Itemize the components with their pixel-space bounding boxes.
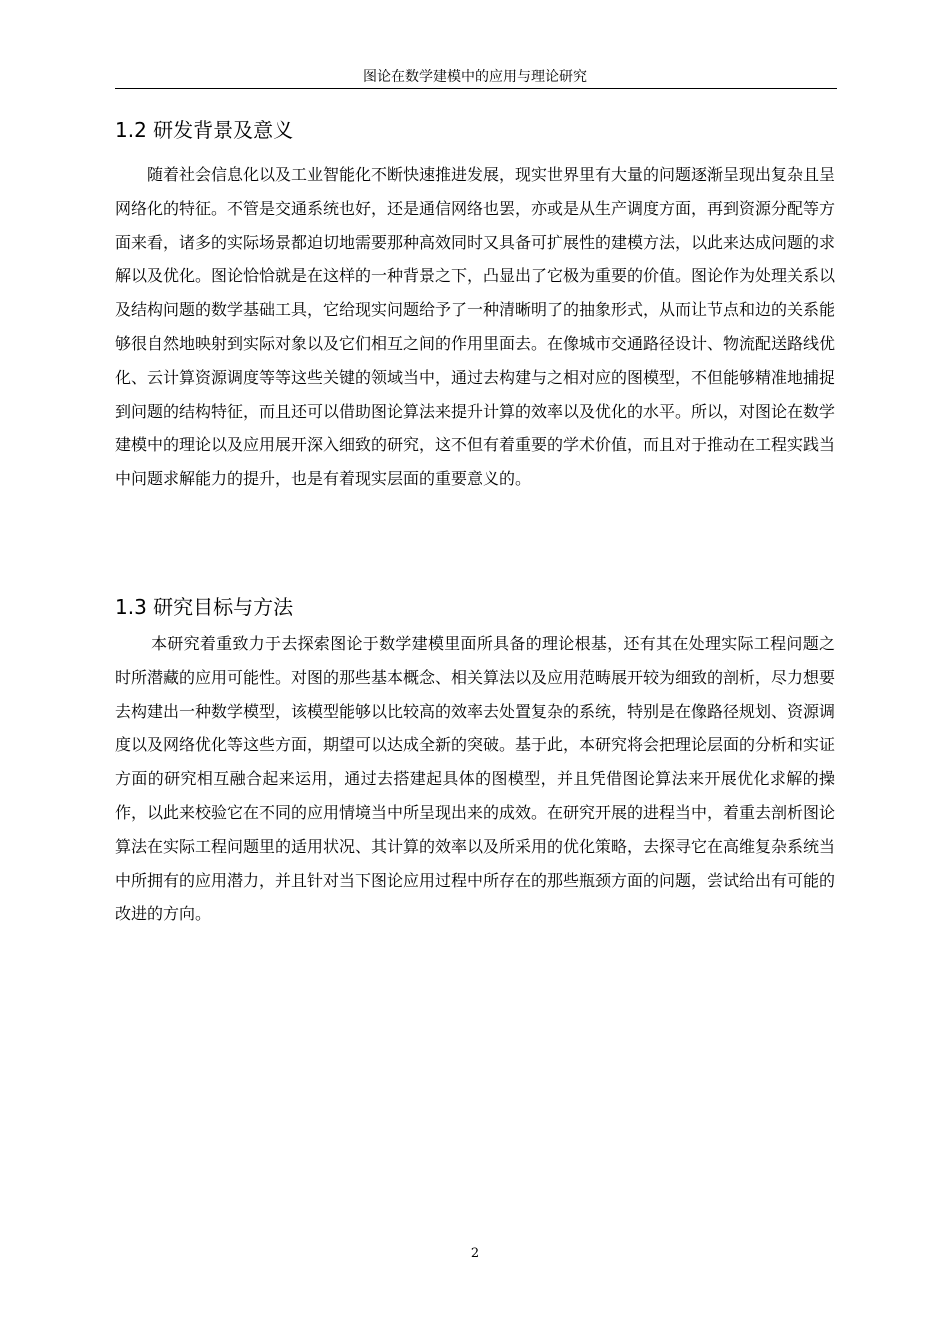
section-1-2-paragraph: 随着社会信息化以及工业智能化不断快速推进发展，现实世界里有大量的问题逐渐呈现出复杂且呈网络化的特征。不管是交通系统也好，还是通信网络也罢，亦或是从生产调度方面，再到资源分配等方面来看，诸多的实际场景都迫切地需要那种高效同时又具备可扩展性的建模方法，以此来达成问题的求解以及优化。图论恰恰就是在这样的一种背景之下，凸显出了它极为重要的价值。图论作为处理关系以及结构问题的数学基础工具，它给现实问题给予了一种清晰明了的抽象形式，从而让节点和边的关系能够很自然地映射到实际对象以及它们相互之间的作用里面去。在像城市交通路径设计、物流配送路线优化、云计算资源调度等等这些关键的领域当中，通过去构建与之相对应的图模型，不但能够精准地捕捉到问题的结构特征，而且还可以借助图论算法来提升计算的效率以及优化的水平。所以，对图论在数学建模中的理论以及应用展开深入细致的研究，这不但有着重要的学术价值，而且对于推动在工程实践当中问题求解能力的提升，也是有着现实层面的重要意义的。 (115, 165, 836, 489)
running-header: 图论在数学建模中的应用与理论研究 (363, 69, 587, 85)
section-heading-1-3: 1.3 研究目标与方法 (115, 595, 294, 619)
page-number: 2 (470, 1246, 480, 1261)
section-heading-1-2: 1.2 研发背景及意义 (115, 118, 294, 142)
section-1-3-paragraph: 本研究着重致力于去探索图论于数学建模里面所具备的理论根基，还有其在处理实际工程问题之时所潜藏的应用可能性。对图的那些基本概念、相关算法以及应用范畴展开较为细致的剖析，尽力想要去构建出一种数学模型，该模型能够以比较高的效率去处置复杂的系统，特别是在像路径规划、资源调度以及网络优化等这些方面，期望可以达成全新的突破。基于此，本研究将会把理论层面的分析和实证方面的研究相互融合起来运用，通过去搭建起具体的图模型，并且凭借图论算法来开展优化求解的操作，以此来校验它在不同的应用情境当中所呈现出来的成效。在研究开展的进程当中，着重去剖析图论算法在实际工程问题里的适用状况、其计算的效率以及所采用的优化策略，去探寻它在高维复杂系统当中所拥有的应用潜力，并且针对当下图论应用过程中所存在的那些瓶颈方面的问题，尝试给出有可能的改进的方向。 (115, 634, 836, 924)
header-rule (115, 88, 837, 89)
